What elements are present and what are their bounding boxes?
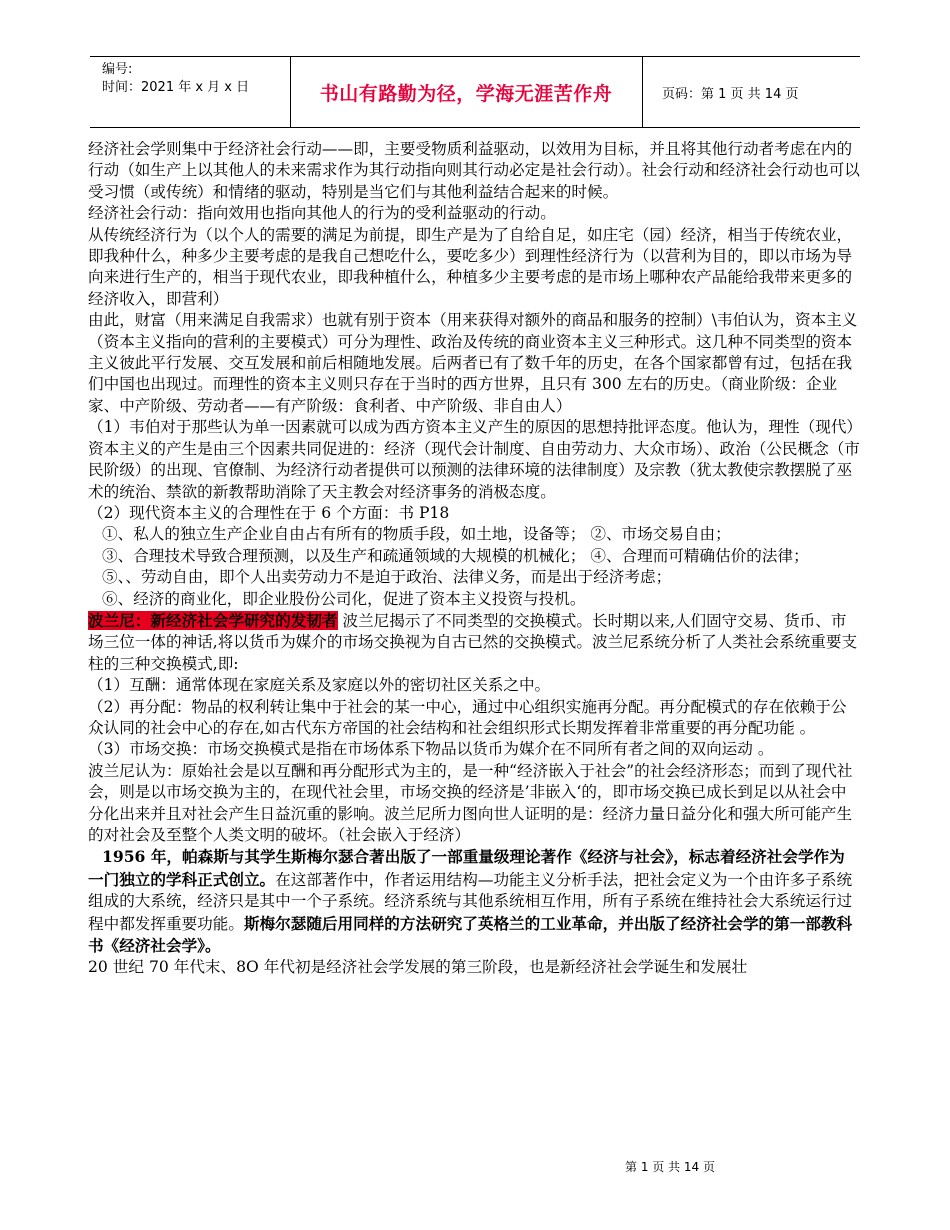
paragraph: 波兰尼认为：原始社会是以互酬和再分配形式为主的，是一种“经济嵌入于社会”的社会经济形态；而到了现代社会，则是以市场交换为主的，在现代社会里，市场交换的经济是’非嵌入‘的，即市场交换已成长到足以从社会中分化出来并且对社会产生日益沉重的影响。波兰尼所力图向世人证明的是：经济力量日益分化和强大所可能产生的对社会及至整个人类文明的破坏。（社会嵌入于经济）: [88, 761, 853, 844]
document-number-label: 编号:: [102, 62, 133, 77]
paragraph: （2）再分配：物品的权利转让集中于社会的某一中心，通过中心组织实施再分配。再分配模式的存在依赖于公众认同的社会中心的存在,如古代东方帝国的社会结构和社会组织形式长期发挥着非常重要的再分配功能 。: [88, 697, 847, 737]
paragraph-text: 在这部著作中，作者运用结构—功能主义分析手法，把社会定义为一个由许多子系统组成的大系统，经济只是其中一个子系统。经济系统与其他系统相互作用，所有子系统在维持社会大系统运行过程中都发挥重要功能。: [88, 870, 853, 933]
paragraph: 由此，财富（用来满足自我需求）也就有别于资本（用来获得对额外的商品和服务的控制）\韦伯认为，资本主义（资本主义指向的营利的主要模式）可分为理性、政治及传统的商业资本主义三种形式。这几种不同类型的资本主义彼此平行发展、交互发展和前后相随地发展。后两者已有了数千年的历史，在各个国家都曾有过，包括在我们中国也出现过。而理性的资本主义则只存在于当时的西方世界，且只有 300 左右的历史。（商业阶级：企业家、中产阶级、劳动者——有产阶级：食利者、中产阶级、非自由人）: [88, 311, 858, 415]
paragraph: （1）韦伯对于那些认为单一因素就可以成为西方资本主义产生的原因的思想持批评态度。他认为，理性（现代）资本主义的产生是由三个因素共同促进的：经济（现代会计制度、自由劳动力、大众市场）、政治（公民概念（市民阶级）的出现、官僚制、为经济行动者提供可以预测的法律环境的法律制度）及宗教（犹太教使宗教摆脱了巫术的统治、禁欲的新教帮助消除了天主教会对经济事务的消极态度。: [88, 418, 860, 501]
paragraph: [88, 610, 860, 675]
paragraph: 经济社会学则集中于经济社会行动——即，主要受物质利益驱动，以效用为目标，并且将其他行动者考虑在内的行动（如生产上以其他人的未来需求作为其行动指向则其行动必定是社会行动）。社会行动和经济社会行动也可以受习惯（或传统）和情绪的驱动，特别是当它们与其他利益结合起来的时候。: [88, 140, 860, 201]
paragraph: [88, 846, 860, 957]
document-date: 时间：2021 年 x 月 x 日: [102, 80, 250, 95]
list-item: ①、私人的独立生产企业自由占有所有的物质手段，如土地，设备等； ②、市场交易自由；: [102, 525, 731, 544]
header-meta: [102, 61, 282, 97]
page-header: [90, 56, 860, 128]
document-body: [88, 139, 860, 979]
paragraph-text: 波兰尼揭示了不同类型的交换模式。长时期以来,人们固守交易、货币、市场三位一体的神话,将以货币为媒介的市场交换视为自古已然的交换模式。波兰尼系统分析了人类社会系统重要支柱的三种交换模式,即:: [88, 611, 858, 673]
paragraph: （1）互酬：通常体现在家庭关系及家庭以外的密切社区关系之中。: [88, 676, 551, 695]
list-item: ⑤、、劳动自由，即个人出卖劳动力不是迫于政治、法律义务，而是出于经济考虑；: [102, 568, 672, 587]
list-item: ⑥、经济的商业化，即企业股份公司化，促进了资本主义投资与投机。: [102, 589, 586, 608]
highlighted-heading: 波兰尼：新经济社会学研究的发韧者: [88, 610, 338, 630]
paragraph: （2）现代资本主义的合理性在于 6 个方面：书 P18: [88, 503, 450, 522]
header-divider: [642, 57, 643, 127]
bold-text: 斯梅尔瑟随后用同样的方法研究了英格兰的工业革命，并出版了经济社会学的第一部教科书《经济社会学》。: [88, 913, 853, 956]
paragraph: 经济社会行动：指向效用也指向其他人的行为的受利益驱动的行动。: [88, 204, 556, 223]
list-item: ③、合理技术导致合理预测，以及生产和疏通领域的大规模的机械化； ④、合理而可精确估价的法律；: [102, 546, 809, 565]
bold-text: 1956 年，帕森斯与其学生斯梅尔瑟合著出版了一部重量级理论著作《经济与社会》，标志着经济社会学作为一门独立的学科正式创立。: [88, 847, 845, 889]
header-motto: 书山有路勤为径，学海无涯苦作舟: [319, 82, 613, 105]
header-page-info: 页码：第 1 页 共 14 页: [662, 86, 799, 102]
page-footer: 第 1 页 共 14 页: [625, 1160, 715, 1174]
paragraph: 从传统经济行为（以个人的需要的满足为前提，即生产是为了自给自足，如庄宅（园）经济，相当于传统农业，即我种什么，种多少主要考虑的是我自己想吃什么，要吃多少）到理性经济行为（以营利为目的，即以市场为导向来进行生产的，相当于现代农业，即我种植什么，种植多少主要考虑的是市场上哪种农产品能给我带来更多的经济收入，即营利）: [88, 225, 853, 308]
paragraph: （3）市场交换：市场交换模式是指在市场体系下物品以货币为媒介在不同所有者之间的双向运动 。: [88, 740, 774, 759]
paragraph: 20 世纪 70 年代末、8O 年代初是经济社会学发展的第三阶段，也是新经济社会学诞生和发展壮: [88, 958, 748, 977]
